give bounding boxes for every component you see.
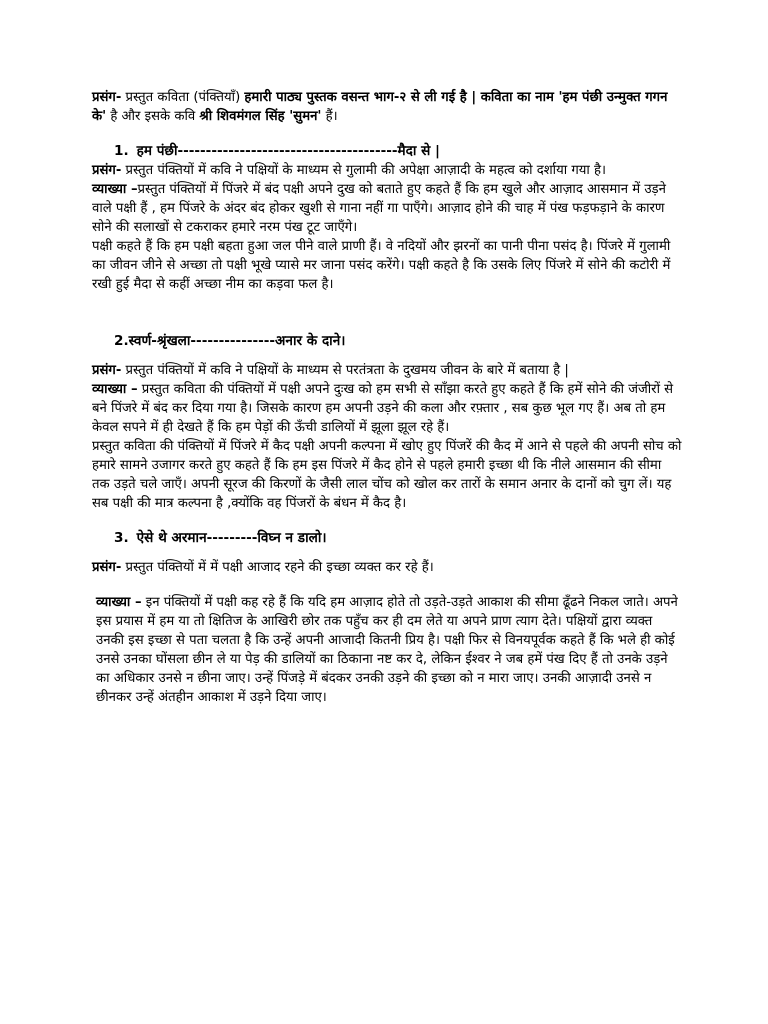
section2-vyakhya (92, 380, 682, 437)
document-page (92, 88, 682, 707)
intro-label: प्रसंग- (92, 90, 122, 105)
section2-vyakhya-label: व्याख्या – (92, 382, 138, 397)
section1-number: 1. (114, 143, 129, 159)
intro-text-1: प्रस्तुत कविता (पंक्तियाँ) (121, 90, 245, 105)
section1-heading (92, 142, 682, 161)
section3-prasang (92, 558, 682, 577)
intro-text-3: हैं। (321, 109, 338, 124)
section1-prasang-text: प्रस्तुत पंक्तियों में कवि ने पक्षियों के माध्यम से गुलामी की अपेक्षा आज़ादी के महत्व को दर्शाया गया है। (121, 163, 607, 178)
section1-paragraph-2: पक्षी कहते हैं कि हम पक्षी बहता हुआ जल पीने वाले प्राणी हैं। वे नदियों और झरनों का पानी पीना पसंद है। पिंजरे में गुलामी का जीवन जीने से अच्छा तो पक्षी भूखे प्यासे मर जाना पसंद करेंगे। पक्षी कहते है कि उसके लिए पिंजरे में सोने की कटोरी में रखी हुई मैदा से कहीं अच्छा नीम का कड़वा फल है। (92, 239, 671, 292)
section3-heading (92, 529, 682, 548)
section1-vyakhya (92, 180, 682, 237)
section3-vyakhya-text: इन पंक्तियों में पक्षी कह रहे हैं कि यदि हम आज़ाद होते तो उड़ते-उड़ते आकाश की सीमा ढूँढने निकल जाते। अपने इस प्रयास में हम या तो क्षितिज के आखिरी छोर तक पहुँच कर ही दम लेते या अपने प्राण त्याग देते। पक्षियों द्वारा व्यक्त उनकी इस इच्छा से पता चलता है कि उन्हें अपनी आजादी कितनी प्रिय है। पक्षी फिर से विनयपूर्वक कहते हैं कि भले ही कोई उनसे उनका घोंसला छीन ले या पेड़ की डालियों का ठिकाना नष्ट कर दे, लेकिन ईश्वर ने जब हमें पंख दिए हैं तो उनके उड़ने का अधिकार उनसे न छीना जाए। उन्हें पिंजड़े में बंदकर उनकी उड़ने की इच्छा को न मारा जाए। उनकी आज़ादी उनसे न छीनकर उन्हें अंतहीन आकाश में उड़ने दिया जाए। (96, 595, 678, 705)
section2-prasang-text: प्रस्तुत पंक्तियों में कवि ने पक्षियों के माध्यम से परतंत्रता के दुखमय जीवन के बारे में बताया है | (121, 363, 569, 378)
section2-prasang-label: प्रसंग- (92, 363, 122, 378)
intro-paragraph (92, 88, 682, 126)
section2-prasang (92, 361, 682, 380)
section2-vyakhya-text: प्रस्तुत कविता की पंक्तियों में पक्षी अपने दुःख को हम सभी से साँझा करते हुए कहते हैं कि हमें सोने की जंजीरों से बने पिंजरे में बंद कर दिया गया है। जिसके कारण हम अपनी उड़ने की कला और रफ़्तार , सब कुछ भूल गए हैं। अब तो हम केवल सपने में ही देखते हैं कि हम पेड़ों की ऊँची डालियों में झूला झूल रहे हैं। (92, 382, 674, 435)
intro-poet-name: श्री शिवमंगल सिंह 'सुमन' (199, 109, 322, 124)
section2-paragraph-2: प्रस्तुत कविता की पंक्तियों में पिंजरे में कैद पक्षी अपनी कल्पना में खोए हुए पिंजरें की कैद में आने से पहले की अपनी सोच को हमारे सामने उजागर करते हुए कहते हैं कि हम इस पिंजरे में कैद होने से पहले हमारी इच्छा थी कि नीले आसमान की सीमा तक उड़ते चले जाएँ। अपनी सूरज की किरणों के जैसी लाल चोंच को खोल कर तारों के समान अनार के दानों को चुग लें। यह सब पक्षी की मात्र कल्पना है ,क्योंकि वह पिंजरों के बंधन में कैद है। (92, 439, 682, 511)
section1-prasang (92, 161, 682, 180)
section3-prasang-text: प्रस्तुत पंक्तियों में में पक्षी आजाद रहने की इच्छा व्यक्त कर रहे हैं। (121, 560, 434, 575)
section1-heading-text: हम पंछी---------------------------------------मैदा से | (136, 143, 440, 159)
section3-heading-text: ऐसे थे अरमान---------विघ्न न डालो। (136, 530, 327, 546)
section3-vyakhya (92, 593, 682, 707)
section1-vyakhya-label: व्याख्या – (92, 182, 138, 197)
intro-text-2: है और इसके कवि (106, 109, 200, 124)
section3-prasang-label: प्रसंग- (92, 560, 122, 575)
intro-bold-1: हमारी पाठ्य पुस्तक वसन्त भाग-२ से ली गई है | कविता का नाम 'हम पंछी उन्मुक्त गगन के' (92, 90, 668, 124)
section3-vyakhya-label: व्याख्या – (96, 595, 142, 610)
section3-number: 3. (114, 530, 129, 546)
section1-vyakhya-text: प्रस्तुत पंक्तियों में पिंजरे में बंद पक्षी अपने दुख को बताते हुए कहते हैं कि हम खुले और आज़ाद आसमान में उड़ने वाले पक्षी हैं , हम पिंजरे के अंदर बंद होकर खुशी से गाना नहीं गा पाएँगे। आज़ाद होने की चाह में पंख फड़फड़ाने के कारण सोने की सलाखों से टकराकर हमारे नरम पंख टूट जाएँगे। (92, 182, 666, 235)
section2-heading: 2.स्वर्ण-श्रृंखला---------------अनार के दाने। (114, 333, 346, 349)
section1-prasang-label: प्रसंग- (92, 163, 122, 178)
